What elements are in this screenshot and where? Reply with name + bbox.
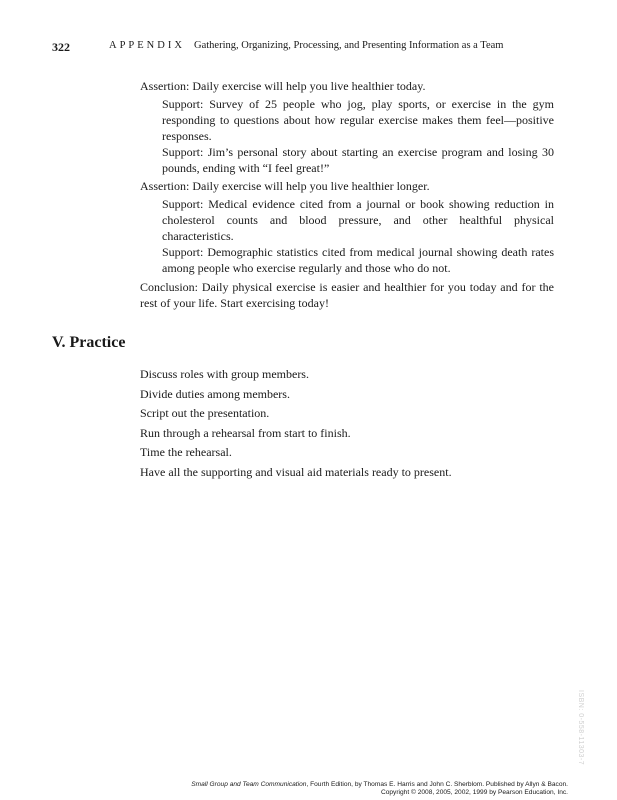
practice-item: Time the rehearsal. bbox=[140, 445, 232, 459]
page-number: 322 bbox=[52, 40, 70, 54]
chapter-title: Gathering, Organizing, Processing, and Presenting Information as a Team bbox=[194, 40, 504, 51]
practice-item: Script out the presentation. bbox=[140, 406, 270, 420]
practice-item: Discuss roles with group members. bbox=[140, 367, 309, 381]
running-header bbox=[52, 40, 577, 56]
appendix-label: APPENDIX bbox=[109, 40, 185, 51]
footer-line-1 bbox=[108, 781, 568, 789]
support-medical-evidence: Support: Medical evidence cited from a journal or book showing reduction in cholesterol counts and blood pressure, and other healthful physical characteristics. bbox=[162, 197, 554, 243]
isbn-side-note: ISBN: 0-558-11303-7 bbox=[577, 690, 584, 766]
support-demographic-statistics: Support: Demographic statistics cited from medical journal showing death rates among people who exercise regularly and those who do not. bbox=[162, 245, 554, 275]
practice-list bbox=[140, 365, 560, 482]
practice-item: Have all the supporting and visual aid materials ready to present. bbox=[140, 464, 452, 479]
practice-item: Run through a rehearsal from start to finish. bbox=[140, 425, 351, 440]
assertion-2: Assertion: Daily exercise will help you live healthier longer. bbox=[140, 179, 430, 193]
section-heading-practice: V. Practice bbox=[52, 334, 126, 351]
support-survey: Support: Survey of 25 people who jog, play sports, or exercise in the gym responding to questions about how regular exercise makes them feel—positive responses. bbox=[162, 97, 554, 143]
assertion-1: Assertion: Daily exercise will help you live healthier today. bbox=[140, 79, 426, 93]
footer-book-title: Small Group and Team Communication bbox=[191, 781, 307, 788]
practice-item: Divide duties among members. bbox=[140, 386, 290, 401]
footer-publication: , Fourth Edition, by Thomas E. Harris and John C. Sherblom. Published by Allyn & Bacon. bbox=[306, 781, 568, 788]
conclusion: Conclusion: Daily physical exercise is easier and healthier for you today and for the rest of your life. Start exercising today! bbox=[140, 280, 554, 310]
footer-copyright: Copyright © 2008, 2005, 2002, 1999 by Pearson Education, Inc. bbox=[380, 789, 568, 796]
support-personal-story: Support: Jim’s personal story about starting an exercise program and losing 30 pounds, ending with “I feel great!” bbox=[162, 145, 554, 175]
copyright-footer bbox=[108, 781, 568, 797]
